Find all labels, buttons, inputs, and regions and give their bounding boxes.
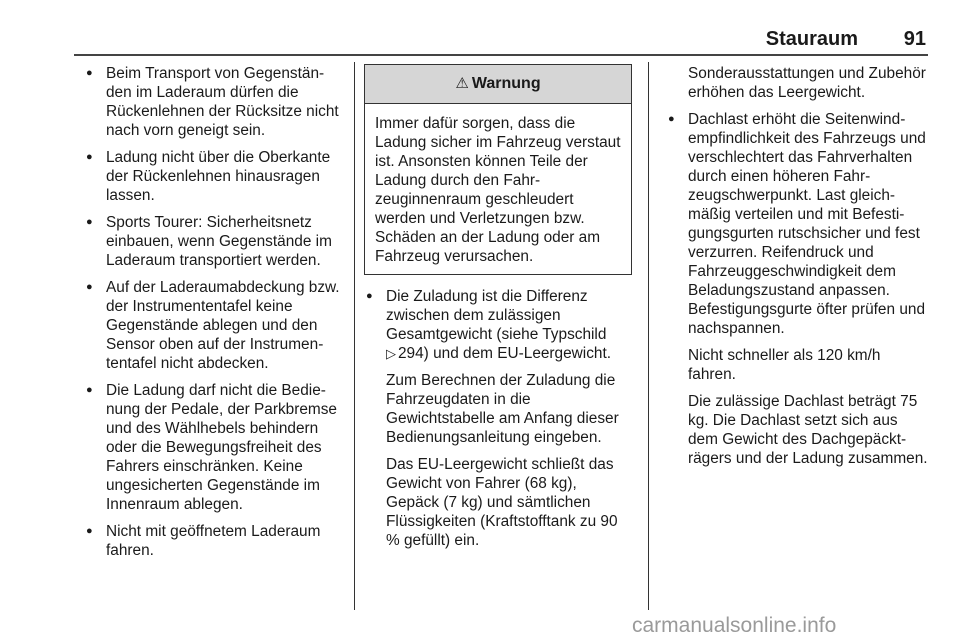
bullet-item: ● Auf der Laderaumabdeckung bzw. der Instrumententafel keine Gegenstände ablegen und den Sensor oben auf der Instrumententafel nicht abdecken. [86,278,342,373]
column-middle [366,64,634,558]
paragraph: Sonderausstattungen und Zubehör erhöhen das Leergewicht. [688,65,926,101]
bullet-item: ● Sports Tourer: Sicherheitsnetz einbauen, wenn Gegenstände im Laderaum transportiert werden. [86,213,342,270]
bullet-item: ● Ladung nicht über die Oberkante der Rückenlehnen hinausragen lassen. [86,148,342,205]
column-separator [648,62,649,610]
paragraph: Die zulässige Dachlast beträgt 75 kg. Die Dachlast setzt sich aus dem Gewicht des Dachgepäckträgers und der Ladung zusammen. [688,393,928,467]
warning-icon: ⚠ [455,75,469,92]
warning-box [364,64,632,275]
header-rule [74,54,928,56]
paragraph: Zum Berechnen der Zuladung die Fahrzeugdaten in die Gewichtstabelle am Anfang dieser Bedienungsanleitung eingeben. [386,372,619,446]
paragraph: Das EU-Leergewicht schließt das Gewicht von Fahrer (68 kg), Gepäck (7 kg) und sämtlichen Flüssigkeiten (Kraftstofftank zu 90 % gefüllt) ein. [386,456,618,549]
bullet-text: Die Zuladung ist die Differenz zwischen dem zulässigen Gesamtgewicht (siehe Typschild [386,288,607,343]
column-left [86,64,342,568]
bullet-item: ● Dachlast erhöht die Seitenwindempfindlichkeit des Fahrzeugs und verschlechtert das Fahrverhalten durch einen höheren Fahrzeugschwerpunkt. Last gleichmäßig verteilen und mit Befestigungsgurten rutschsicher und fest verzurren. Reifendruck und Fahrzeuggeschwindigkeit dem Beladungszustand anpassen. Befestigungsgurte öfter prüfen und nachspannen. [668,110,930,338]
warning-header [365,65,631,104]
page-header [0,0,960,60]
bullet-text: 294) und dem EU-Leergewicht. [398,345,612,362]
watermark-text: carmanualsonline.info [632,614,837,637]
warning-heading: Warnung [471,75,541,92]
page-number: 91 [903,28,926,50]
column-separator [354,62,355,610]
bullet-item: ● Nicht mit geöffnetem Laderaum fahren. [86,522,342,560]
warning-text: Immer dafür sorgen, dass die Ladung sicher im Fahrzeug verstaut ist. Ansonsten können Teile der Ladung durch den Fahrzeuginnenraum geschleudert werden und Verletzungen bzw. Schäden an der Ladung oder am Fahrzeug verursachen. [375,115,621,265]
column-right [668,64,930,476]
paragraph: Nicht schneller als 120 km/h fahren. [688,347,881,383]
bullet-item: ● Die Ladung darf nicht die Bedienung der Pedale, der Parkbremse und des Wählhebels behindern oder die Bewegungsfreiheit des Fahrers einschränken. Keine ungesicherten Gegenstände im Innenraum ablegen. [86,381,342,514]
page-reference-icon: ▷ [386,346,396,361]
bullet-item: ● Beim Transport von Gegenständen im Laderaum dürfen die Rückenlehnen der Rücksitze nicht nach vorn geneigt sein. [86,64,342,140]
page-title: Stauraum [765,28,858,50]
bullet-item [366,287,634,363]
